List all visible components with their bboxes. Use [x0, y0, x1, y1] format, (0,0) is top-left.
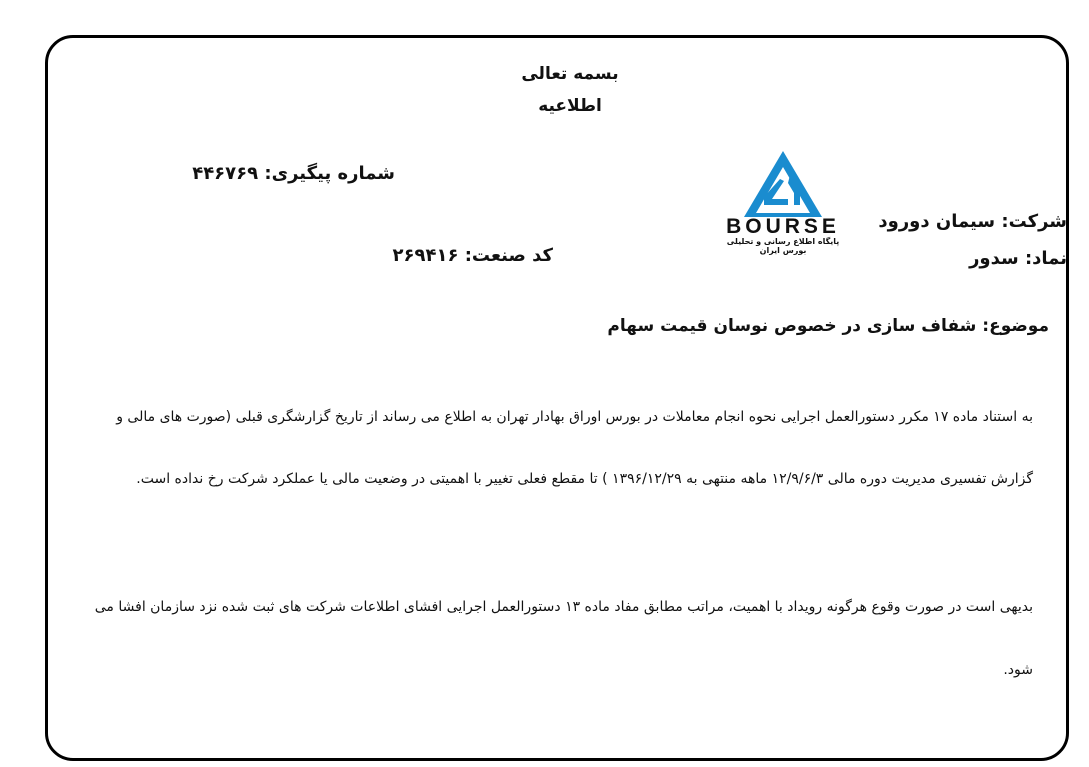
- body-paragraph-1-line-2: گزارش تفسیری مدیریت دوره مالی ۱۲/۹/۶/۳ ماهه منتهی به ۱۳۹۶/۱۲/۲۹ ) تا مقطع فعلی تغییر با اهمیتی در وضعیت مالی یا عملکرد شرکت رخ نداده است.: [136, 471, 1033, 487]
- bourse-logo: [718, 145, 848, 255]
- subject-line: موضوع: شفاف سازی در خصوص نوسان قیمت سهام: [607, 316, 1049, 336]
- document-frame: [45, 35, 1069, 761]
- industry-code: کد صنعت: ۲۶۹۴۱۶: [392, 245, 553, 266]
- company-name: شرکت: سیمان دورود: [878, 211, 1067, 232]
- bismillah-heading: بسمه تعالی: [521, 64, 619, 84]
- announcement-title: اطلاعیه: [538, 96, 602, 116]
- body-paragraph-2-line-1: بدیهی است در صورت وقوع هرگونه رویداد با اهمیت، مراتب مطابق مفاد ماده ۱۳ دستورالعمل اجرایی افشای اطلاعات شرکت های ثبت شده نزد سازمان افشا می: [94, 599, 1033, 615]
- company-symbol: نماد: سدور: [969, 248, 1067, 269]
- tracking-number: شماره پیگیری: ۴۴۶۷۶۹: [192, 163, 395, 184]
- logo-wordmark: BOURSE: [726, 215, 840, 237]
- body-paragraph-2-line-2: شود.: [1003, 662, 1033, 678]
- logo-tagline: پایگاه اطلاع رسانی و تحلیلی بورس ایران: [726, 237, 840, 255]
- body-paragraph-1-line-1: به استناد ماده ۱۷ مکرر دستورالعمل اجرایی نحوه انجام معاملات در بورس اوراق بهادار تهران به اطلاع می رساند از تاریخ گزارشگری قبلی (صورت های مالی و: [116, 409, 1033, 425]
